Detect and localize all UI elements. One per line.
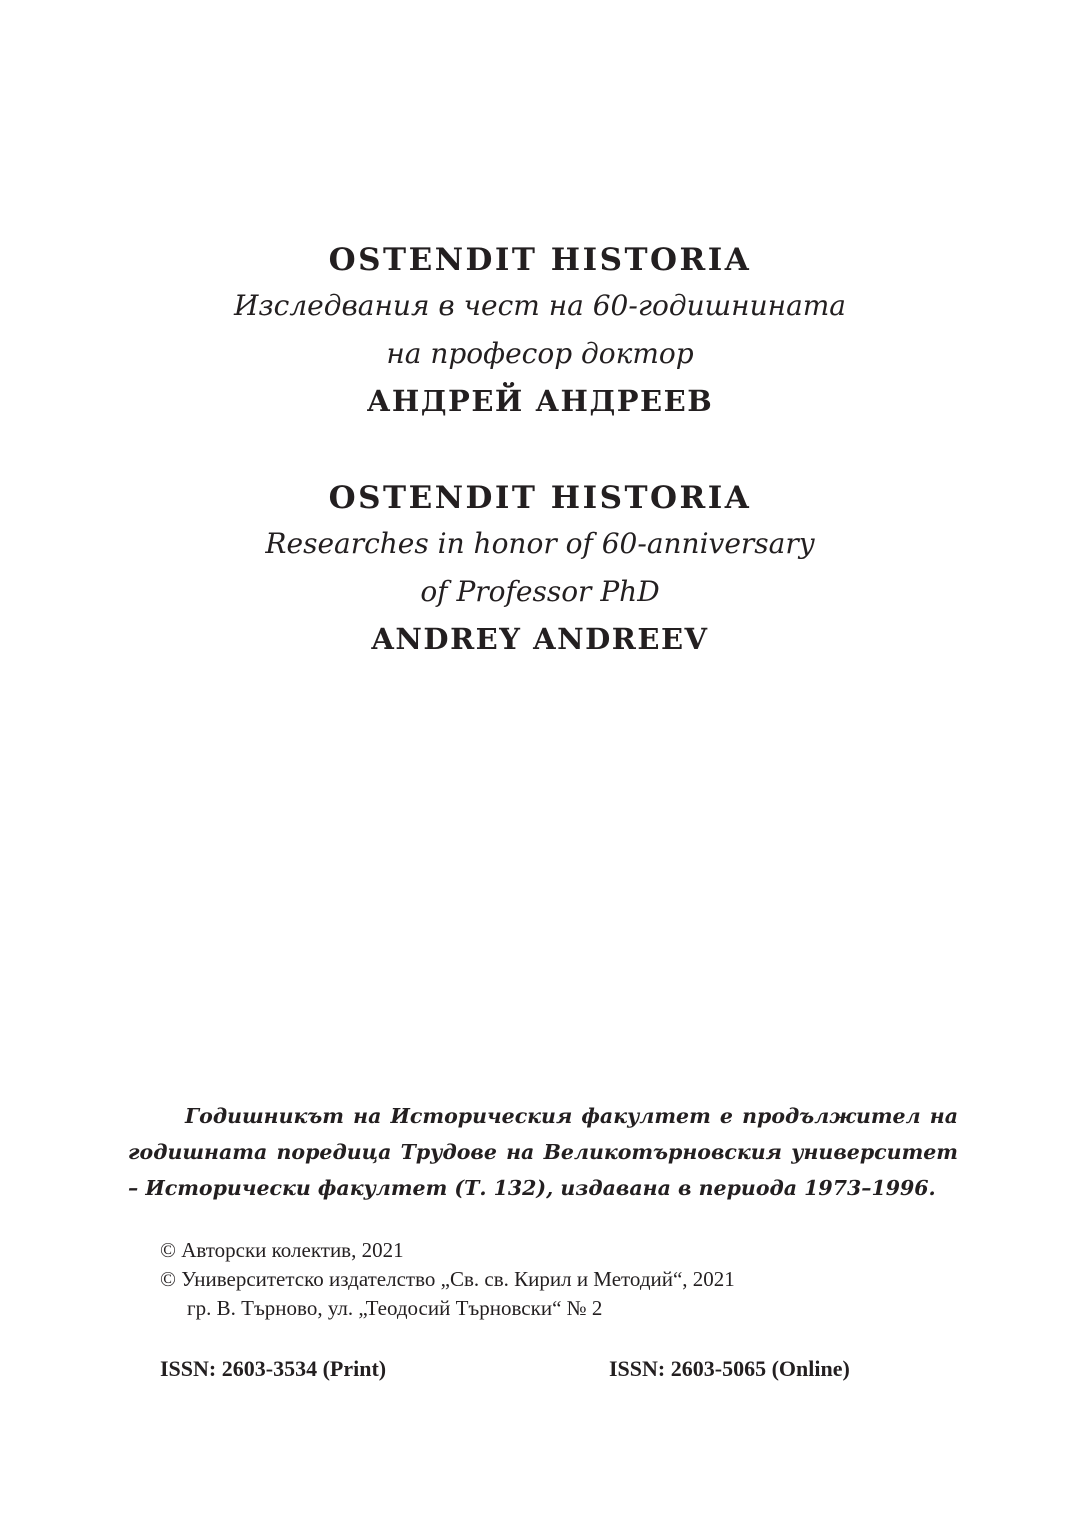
series-title-bg: OSTENDIT HISTORIA <box>328 242 752 278</box>
copyright-publisher: © Университетско издателство „Св. св. Кирил и Методий“, 2021 <box>160 1267 735 1291</box>
copyright-block <box>160 1236 735 1323</box>
subtitle-en-line2: of Professor PhD <box>420 575 660 608</box>
english-title-block <box>0 476 1080 662</box>
subtitle-bg-line1: Изследвания в чест на 60-годишнината <box>233 289 847 322</box>
subtitle-bg-line2: на професор доктор <box>386 337 694 370</box>
issn-online: ISSN: 2603-5065 (Online) <box>609 1356 850 1381</box>
bulgarian-title-block <box>0 238 1080 424</box>
subtitle-en-line1: Researches in honor of 60-anniversary <box>265 527 815 560</box>
issn-print: ISSN: 2603-3534 (Print) <box>160 1356 387 1381</box>
publisher-address: гр. В. Търново, ул. „Теодосий Търновски“ № 2 <box>187 1296 603 1320</box>
honoree-name-bg: АНДРЕЙ АНДРЕЕВ <box>366 384 714 418</box>
yearbook-note: Годишникът на Историческия факултет е продължител на годишната поредица Трудове на Великотърновския университет – Исторически факултет (Т. 132), издавана в периода 1973–1996. <box>128 1104 958 1200</box>
honoree-name-en: ANDREY ANDREEV <box>371 622 709 656</box>
series-title-en: OSTENDIT HISTORIA <box>328 480 752 516</box>
copyright-authors: © Авторски колектив, 2021 <box>160 1238 404 1262</box>
